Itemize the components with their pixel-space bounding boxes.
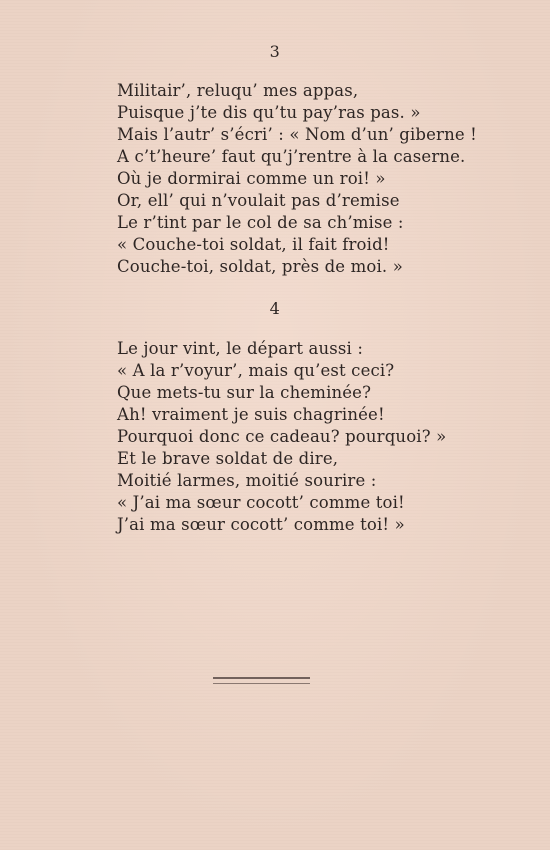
verse-line: « Couche-toi soldat, il fait froid! xyxy=(117,235,390,254)
stanza-4 xyxy=(117,338,446,536)
verse-line: Et le brave soldat de dire, xyxy=(117,449,339,468)
verse-line: « J’ai ma sœur cocott’ comme toi! xyxy=(117,493,405,512)
stanza-number-3: 3 xyxy=(269,42,281,61)
verse-line: Que mets-tu sur la cheminée? xyxy=(117,383,372,402)
end-rule-ornament xyxy=(213,677,310,684)
verse-line: Moitié larmes, moitié sourire : xyxy=(117,471,377,490)
stanza-number-4: 4 xyxy=(269,299,281,318)
verse-line: Le jour vint, le départ aussi : xyxy=(117,339,364,358)
verse-line: A c’t’heure’ faut qu’j’rentre à la caserne. xyxy=(117,147,466,166)
verse-line: Couche-toi, soldat, près de moi. » xyxy=(117,257,403,276)
verse-line: Pourquoi donc ce cadeau? pourquoi? » xyxy=(117,427,447,446)
stanza-3 xyxy=(117,80,477,278)
verse-line: Or, ell’ qui n’voulait pas d’remise xyxy=(117,191,400,210)
verse-line: « A la r’voyur’, mais qu’est ceci? xyxy=(117,361,395,380)
verse-line: Ah! vraiment je suis chagrinée! xyxy=(117,405,385,424)
verse-line: Mais l’autr’ s’écri’ : « Nom d’un’ giberne ! xyxy=(117,125,477,144)
verse-line: Où je dormirai comme un roi! » xyxy=(117,169,386,188)
verse-line: Puisque j’te dis qu’tu pay’ras pas. » xyxy=(117,103,421,122)
verse-line: J’ai ma sœur cocott’ comme toi! » xyxy=(117,515,405,534)
verse-line: Militair’, reluqu’ mes appas, xyxy=(117,81,359,100)
verse-line: Le r’tint par le col de sa ch’mise : xyxy=(117,213,404,232)
